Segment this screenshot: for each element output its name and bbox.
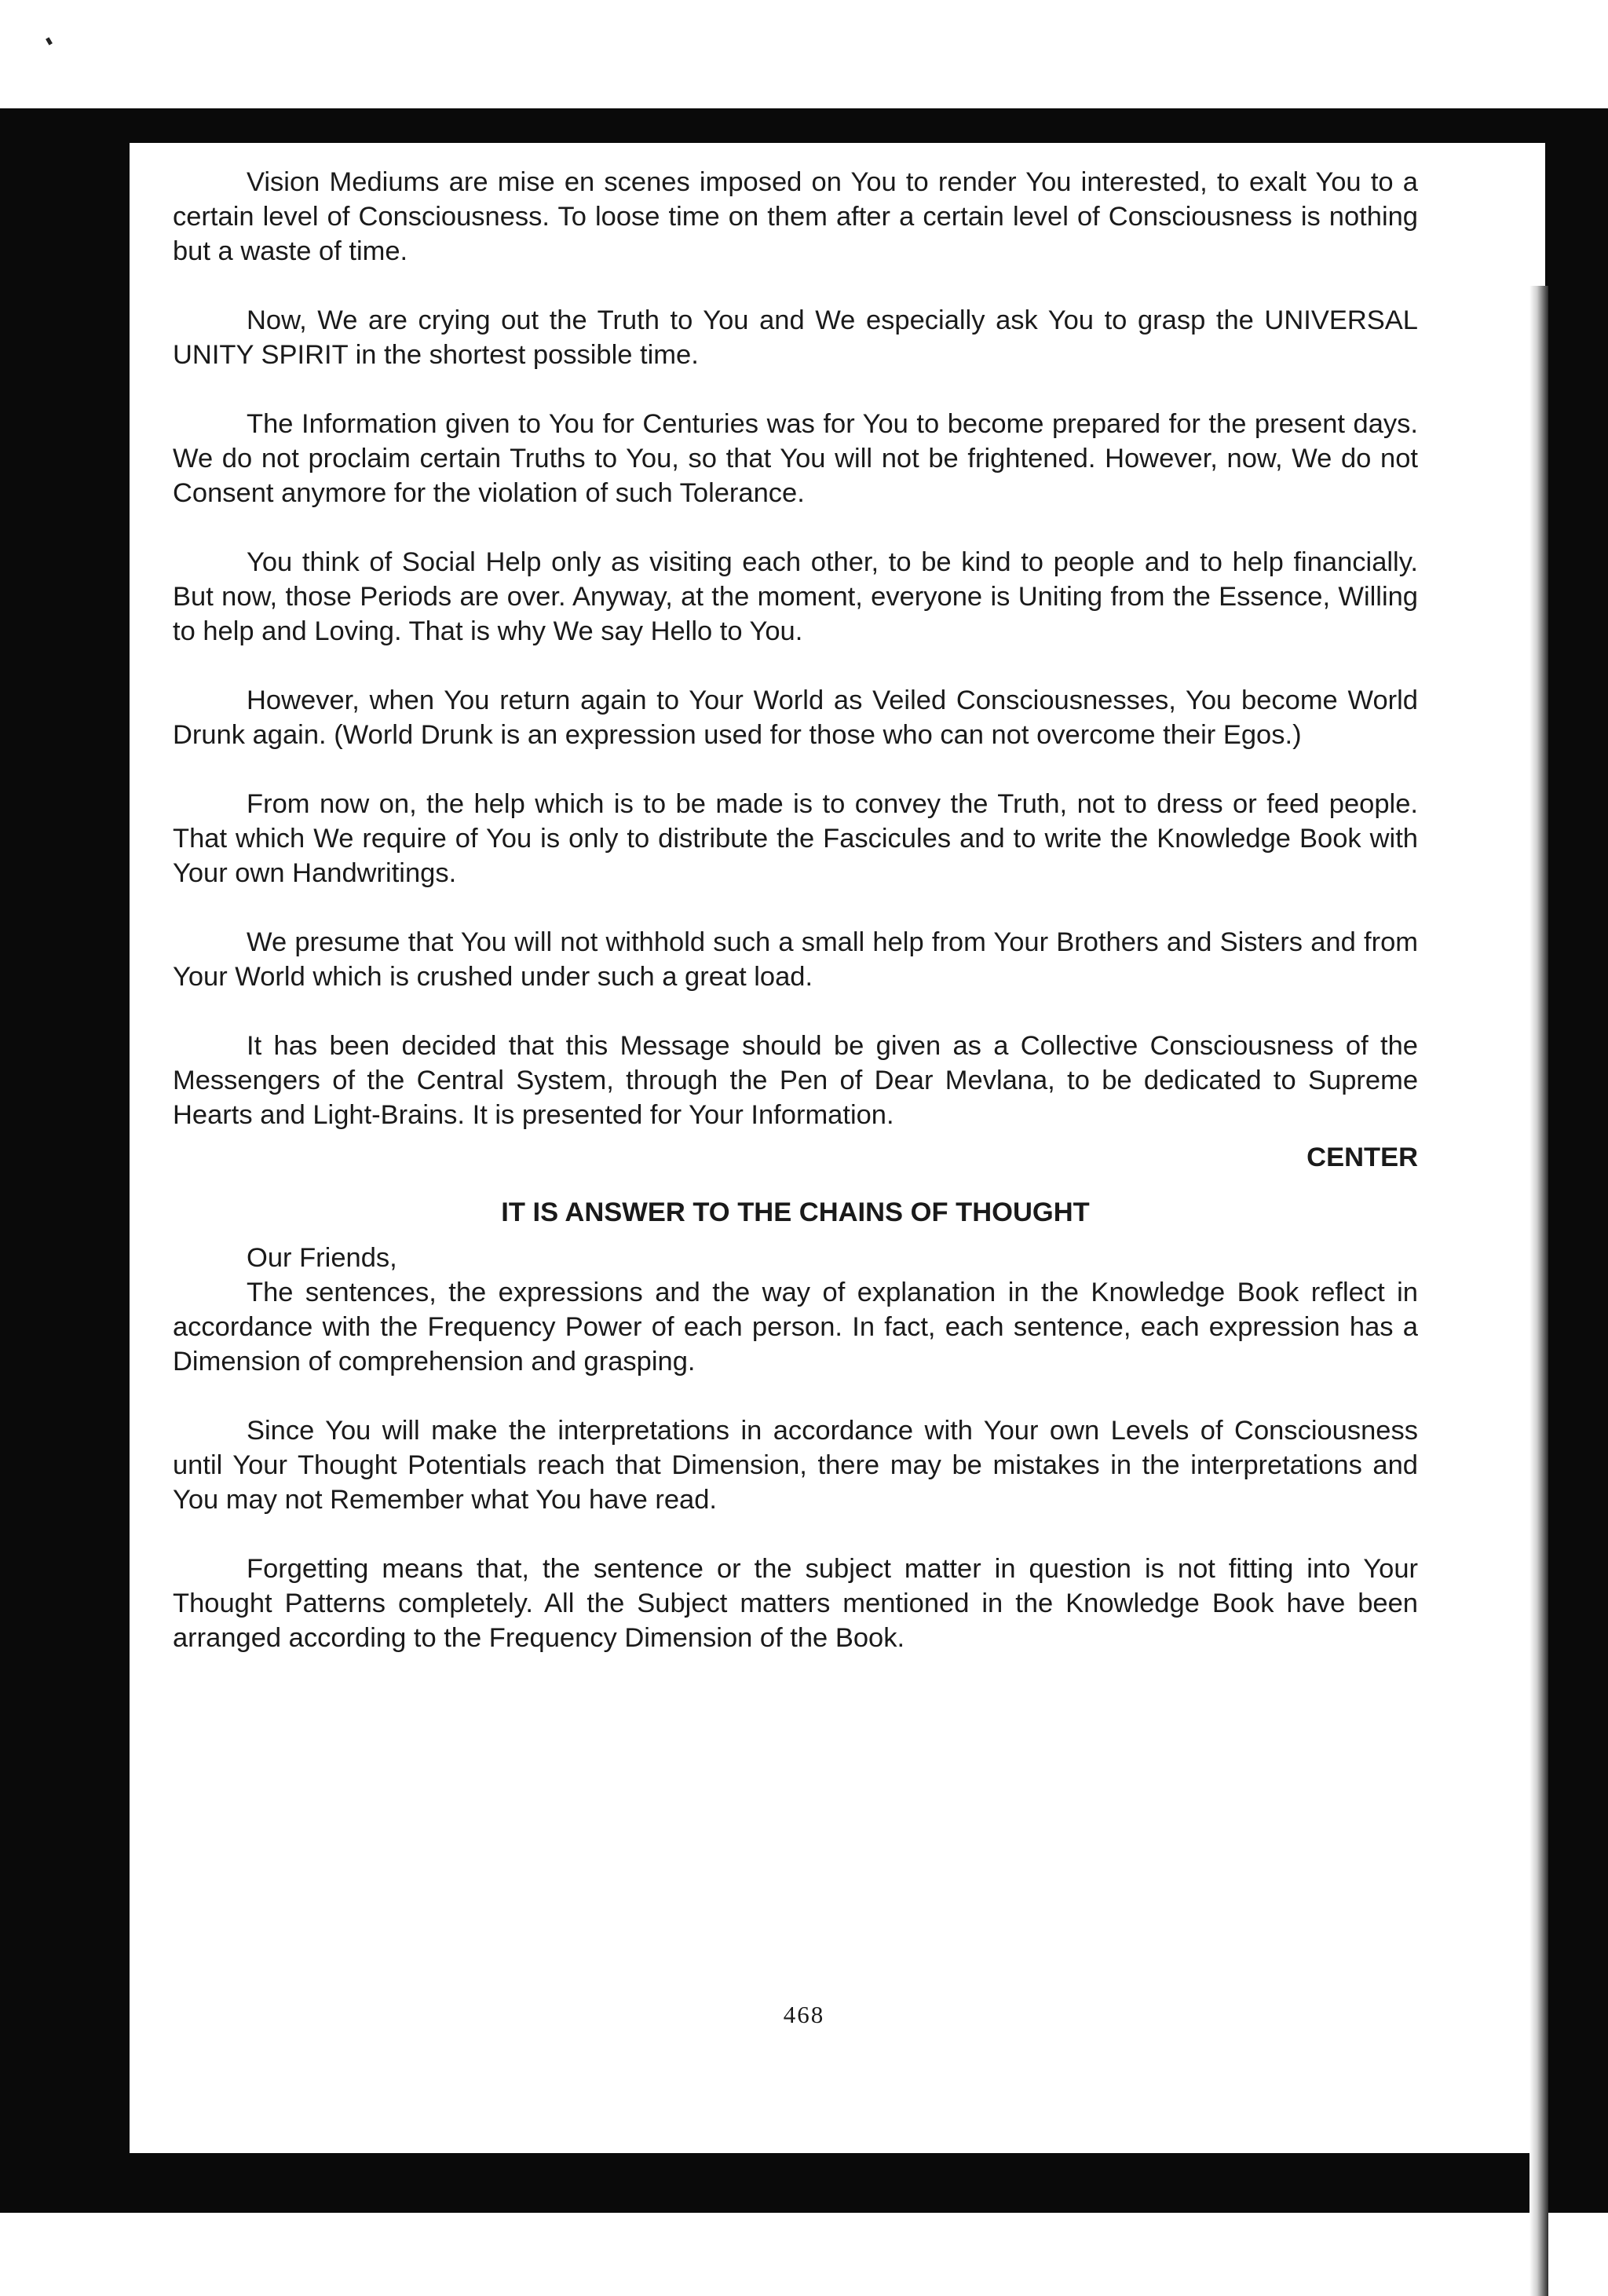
scan-border-top	[0, 108, 1608, 143]
scan-border-right	[1545, 108, 1608, 2213]
paragraph: Since You will make the interpretations in accordance with Your own Levels of Consciousness until Your Thought Potentials reach that Dimension, there may be mistakes in the interpretations and You may not Remember what You have read.	[173, 1416, 1418, 1515]
paragraph: It has been decided that this Message should be given as a Collective Consciousness of the Messengers of the Central System, through the Pen of Dear Mevlana, to be dedicated to Supreme Hearts and Light-Brains. It is presented for Your Information.	[173, 1031, 1418, 1130]
paragraph: From now on, the help which is to be made is to convey the Truth, not to dress or feed people. That which We require of You is only to distribute the Fascicules and to write the Knowledge Book with Your own Handwritings.	[173, 789, 1418, 888]
section-heading: IT IS ANSWER TO THE CHAINS OF THOUGHT	[501, 1197, 1090, 1227]
message-signature: CENTER	[1306, 1143, 1418, 1172]
scan-speck	[46, 37, 53, 45]
paragraph: Forgetting means that, the sentence or the subject matter in question is not fitting into Your Thought Patterns completely. All the Subject matters mentioned in the Knowledge Book have been arranged according to the Frequency Dimension of the Book.	[173, 1554, 1418, 1653]
scan-border-bottom	[0, 2153, 1608, 2213]
scan-border-left	[0, 108, 130, 2213]
page-edge-shadow	[1529, 286, 1548, 2296]
paragraph: Now, We are crying out the Truth to You and We especially ask You to grasp the UNIVERSAL UNITY SPIRIT in the shortest possible time.	[173, 305, 1418, 370]
paragraph: However, when You return again to Your World as Veiled Consciousnesses, You become World Drunk again. (World Drunk is an expression used for those who can not overcome their Egos.)	[173, 686, 1418, 750]
paragraph: Vision Mediums are mise en scenes imposed on You to render You interested, to exalt You to a certain level of Consciousness. To loose time on them after a certain level of Consciousness is nothing but a waste of time.	[173, 167, 1418, 266]
page-number: 468	[783, 2001, 825, 2028]
paragraph: You think of Social Help only as visiting each other, to be kind to people and to help financially. But now, those Periods are over. Anyway, at the moment, everyone is Uniting from the Essence, Willing to help and Loving. That is why We say Hello to You.	[173, 547, 1418, 646]
paragraph: We presume that You will not withhold such a small help from Your Brothers and Sisters and from Your World which is crushed under such a great load.	[173, 927, 1418, 992]
page-content	[173, 165, 1418, 1655]
paragraph: The sentences, the expressions and the way of explanation in the Knowledge Book reflect in accordance with the Frequency Power of each person. In fact, each sentence, each expression has a Dimension of comprehension and grasping.	[173, 1278, 1418, 1377]
paragraph: The Information given to You for Centuries was for You to become prepared for the present days. We do not proclaim certain Truths to You, so that You will not be frightened. However, now, We do not Consent anymore for the violation of such Tolerance.	[173, 409, 1418, 508]
salutation: Our Friends,	[247, 1243, 397, 1273]
